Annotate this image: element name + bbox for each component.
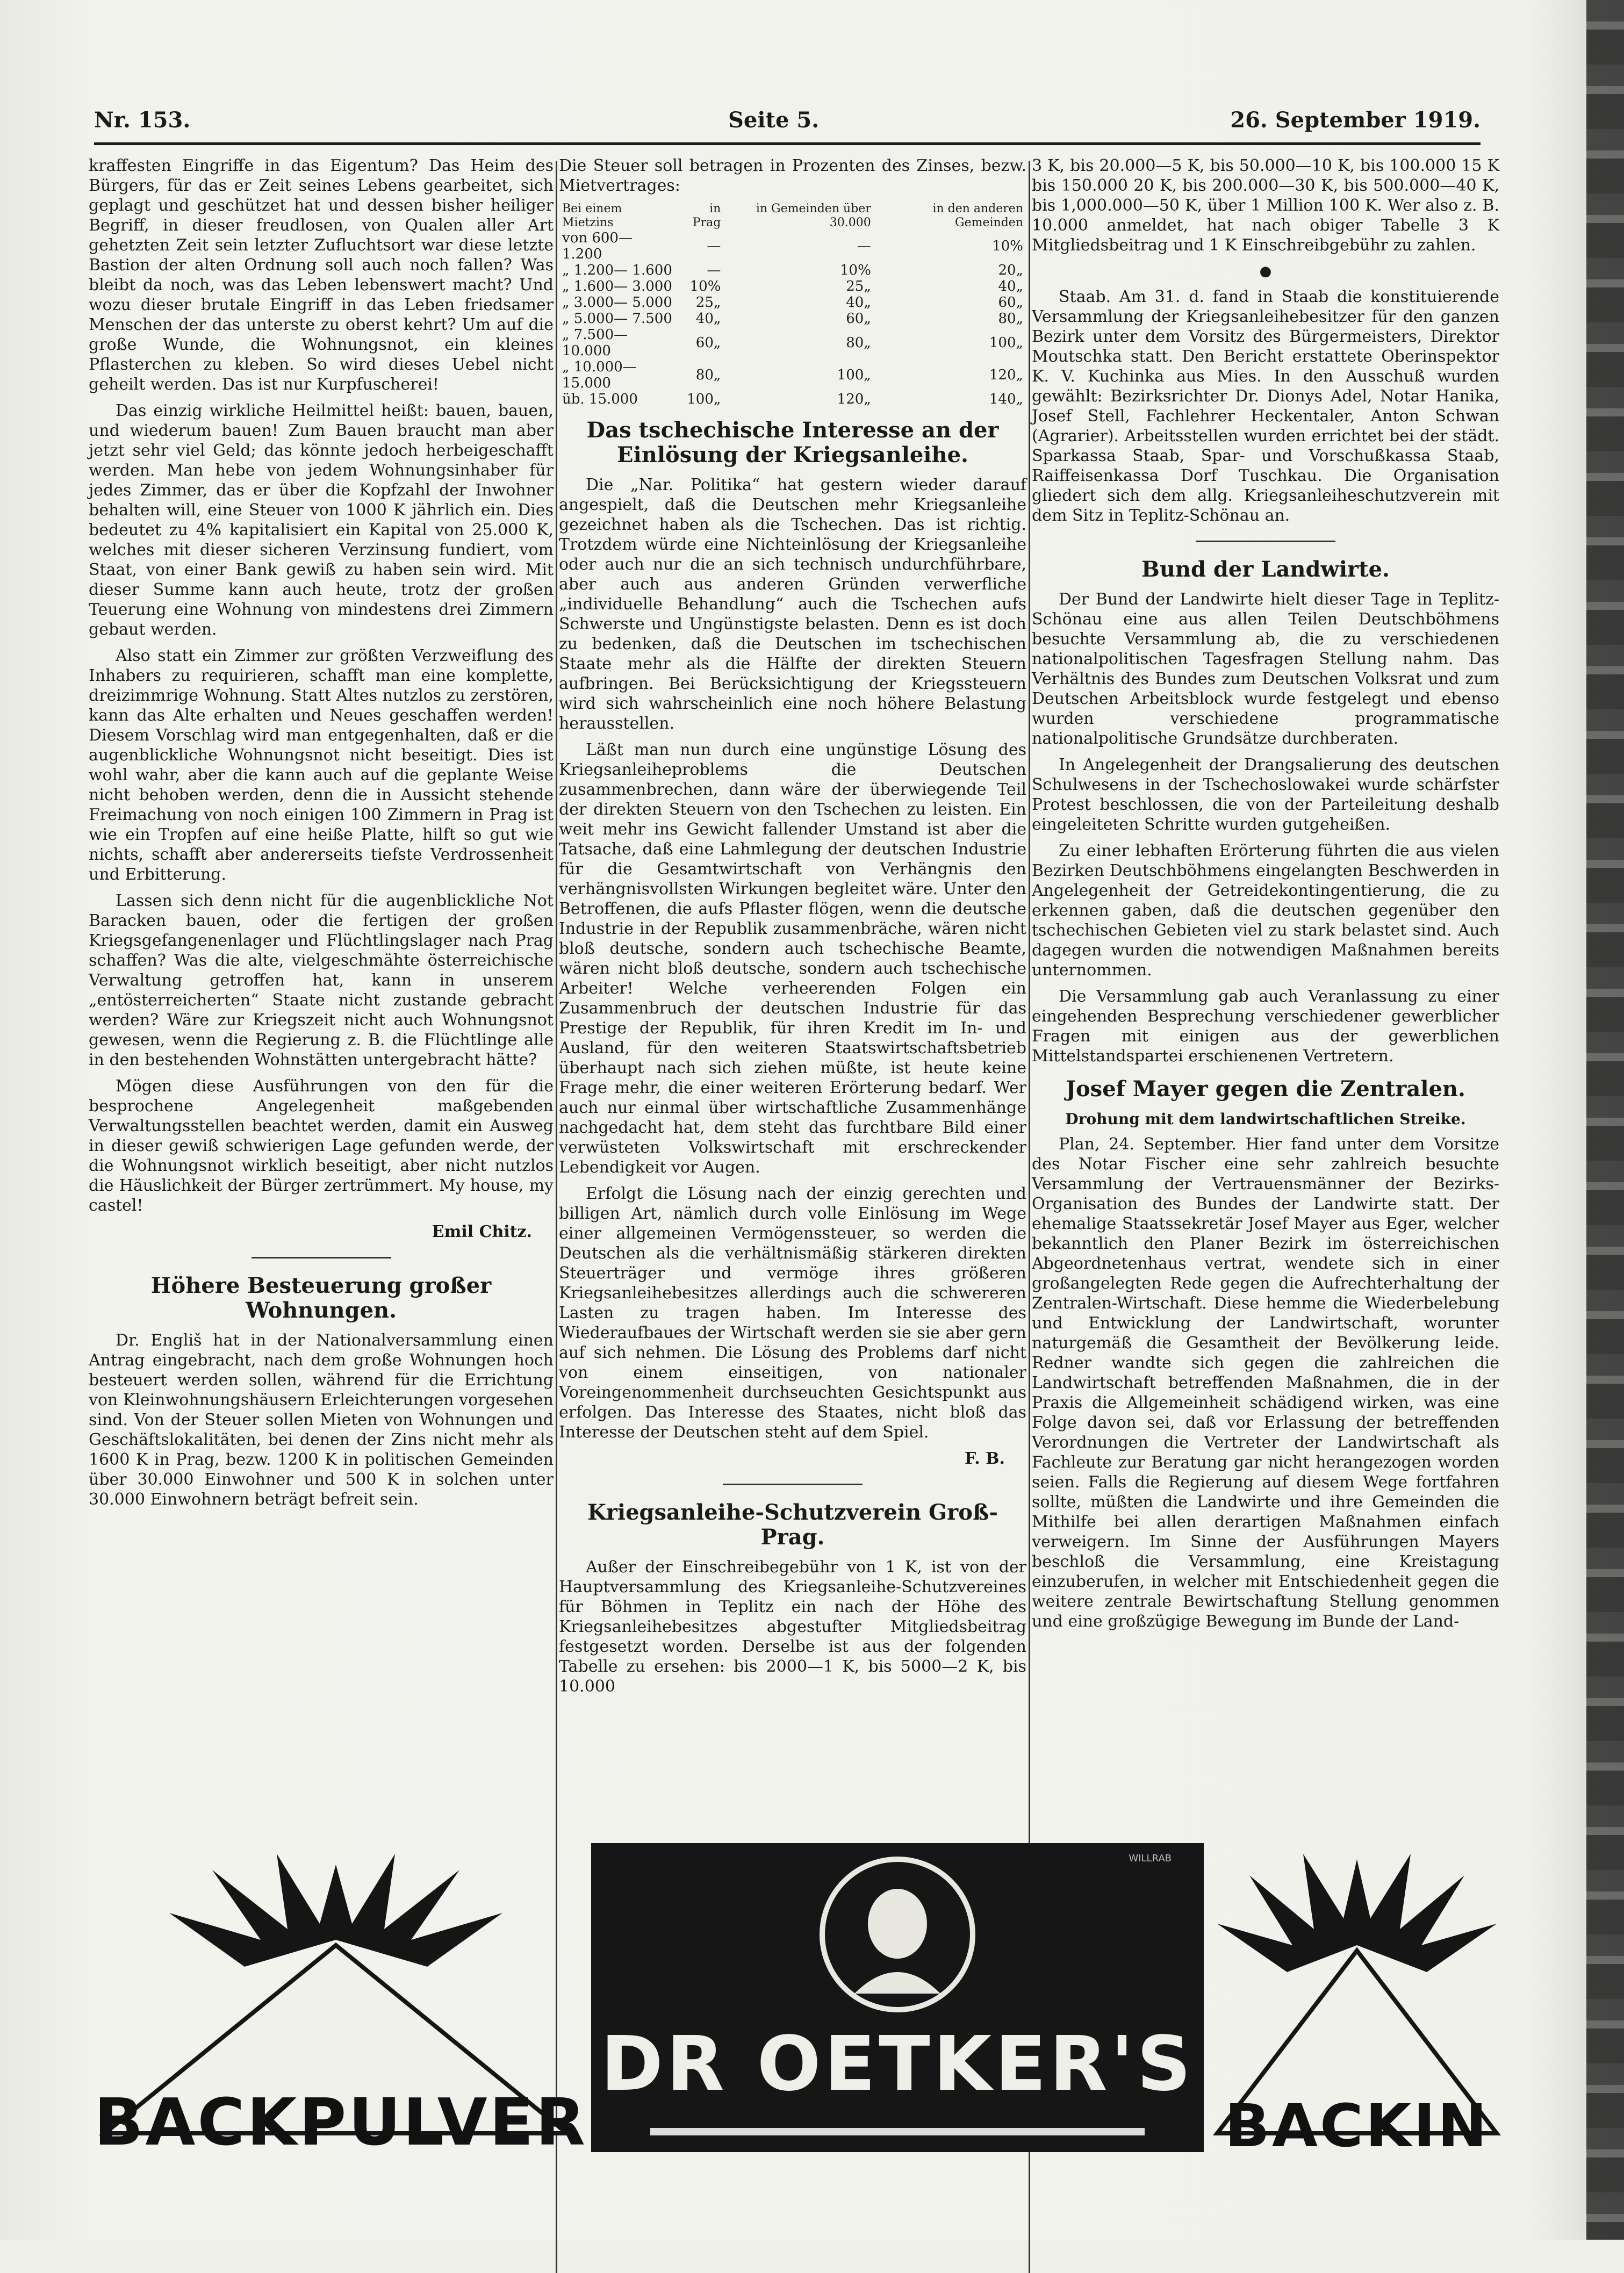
article-headline: Höhere Besteuerung großer Wohnungen. bbox=[150, 1273, 492, 1323]
paragraph: Läßt man nun durch eine ungünstige Lösung des Kriegsanleiheproblems die Deutschen zusammenbrechen, dann wäre der überwiegende Teil der direkten Steuern von den Tschechen zu leisten. Ein weit mehr ins Gewicht fallender Umstand ist aber die Tatsache, daß eine Lahmlegung der deutschen Industrie für die Gesamtwirtschaft von Verhängnis den verhängnisvollsten Wirkungen begleitet wäre. Unter den Betroffenen, die aufs Pflaster flögen, wenn die deutsche Industrie in der Republik zusammenbräche, wären nicht bloß deutsche, sondern auch tschechische Beamte, wären nicht bloß deutsche, sondern auch tschechische Arbeiter! Welche verheerenden Folgen ein Zusammenbruch der deutschen Industrie für das Prestige der Republik, für ihren Kredit im In- und Ausland, für den weiteren Staatswirtschaftsbetrieb überhaupt nach sich ziehen müßte, ist heute keine Frage mehr, die einer weiteren Erörterung bedarf. Wer auch nur einmal über wirtschaftliche Zusammenhänge nachgedacht hat, dem steht das furchtbare Bild einer verwüsteten Volkswirtschaft mit erschreckender Lebendigkeit vor Augen. bbox=[559, 740, 1026, 1177]
column-2 bbox=[559, 156, 1026, 1703]
table-cell: „ 3.000— 5.000 bbox=[562, 294, 672, 311]
table-cell: 40„ bbox=[998, 278, 1023, 294]
table-cell: — bbox=[857, 238, 871, 254]
table-row bbox=[559, 311, 1026, 327]
paragraph: Also statt ein Zimmer zur größten Verzweiflung des Inhabers zu requirieren, schafft man eine komplette, dreizimmrige Wohnung. Statt Altes nutzlos zu zerstören, kann das Alte erhalten und Neues geschaffen werden! Diesem Vorschlag wird man entgegenhalten, daß er die augenblickliche Wohnungsnot nicht beseitigt. Dies ist wohl wahr, aber die kann auch auf die geplante Weise nicht behoben werden, denn die in Aussicht stehende Freimachung von noch einigen 100 Zimmern in Prag ist wie ein Tropfen auf eine heiße Platte, hilft so gut wie nichts, schafft aber andererseits tiefste Verdrossenheit und Erbitterung. bbox=[89, 646, 554, 884]
paragraph: Plan, 24. September. Hier fand unter dem Vorsitze des Notar Fischer eine sehr zahlreich besuchte Versammlung der Vertrauensmänner der Bezirks-Organisation des Bundes der Landwirte statt. Der ehemalige Staatssekretär Josef Mayer aus Eger, welcher bekanntlich den Planer Bezirk im österreichischen Abgeordnetenhaus vertrat, wendete sich in einer großangelegten Rede gegen die Aufrechterhaltung der Zentralen-Wirtschaft. Diese hemme die Wiederbelebung und Entwicklung der Landwirtschaft, worunter naturgemäß die Gesamtheit der Bevölkerung leide. Redner wandte sich gegen die zahlreichen die Landwirtschaft betreffenden Maßnahmen, die in der Praxis die Allgemeinheit schädigend wirken, was eine Folge davon sei, daß vor Erlassung der betreffenden Verordnungen die Vertreter der Landwirtschaft als Fachleute zur Beratung gar nicht herangezogen worden seien. Falls die Regierung auf diesem Wege fortfahren sollte, müßten die Landwirte und ihre Gemeinden die Mithilfe bei allen derartigen Maßnahmen einfach verweigern. Im Sinne der Ausführungen Mayers beschloß die Versammlung, eine Kreistagung einzuberufen, in welcher mit Entschiedenheit gegen die weitere zentrale Bewirtschaftung Stellung genommen und eine großzügige Bewegung im Bunde der Land- bbox=[1032, 1135, 1499, 1631]
header-rule bbox=[94, 142, 1481, 145]
table-header-cell: in Gemeinden über 30.000 bbox=[756, 202, 871, 229]
paragraph: Die Steuer soll betragen in Prozenten des Zinses, bezw. Mietvertrages: bbox=[559, 156, 1026, 195]
table-cell: „ 10.000—15.000 bbox=[562, 359, 637, 391]
page-header bbox=[94, 107, 1481, 145]
table-cell: 80„ bbox=[846, 335, 871, 351]
tax-table bbox=[559, 202, 1026, 407]
article-separator bbox=[1196, 541, 1335, 542]
table-row bbox=[559, 294, 1026, 311]
ad-brand: DR OETKER'S bbox=[600, 2020, 1195, 2108]
table-cell: 120„ bbox=[837, 391, 871, 407]
table-header-cell: in den anderen Gemeinden bbox=[932, 202, 1023, 229]
table-header-cell: in Prag bbox=[692, 202, 721, 229]
table-cell: 60„ bbox=[846, 311, 871, 327]
ad-artist: WILLRAB bbox=[1129, 1853, 1172, 1864]
table-cell: 40„ bbox=[695, 311, 721, 327]
table-cell: „ 5.000— 7.500 bbox=[562, 311, 672, 327]
table-cell: „ 1.200— 1.600 bbox=[562, 262, 672, 278]
ad-right-word: BACKIN bbox=[1225, 2091, 1489, 2160]
table-cell: — bbox=[707, 262, 721, 278]
section-star: ● bbox=[1259, 263, 1272, 279]
table-row bbox=[559, 327, 1026, 359]
table-header-cell: Bei einem Mietzins bbox=[562, 202, 622, 229]
paragraph: Die „Nar. Politika“ hat gestern wieder darauf angespielt, daß die Deutschen mehr Kriegsanleihe gezeichnet haben als die Tschechen. Das ist richtig. Trotzdem würde eine Nichteinlösung der Kriegsanleihe oder auch nur die an sich technisch undurchführbare, aber auch aus anderen Gründen verwerfliche „individuelle Behandlung“ auch die Tschechen aufs Schwerste und Ungünstigste belasten. Denn es ist doch zu bedenken, daß die Deutschen im tschechischen Staate mehr als die Hälfte der direkten Steuern aufbringen. Bei Berücksichtigung der Kriegssteuern wird sich wahrscheinlich eine noch höhere Belastung herausstellen. bbox=[559, 476, 1026, 733]
paragraph: Mögen diese Ausführungen von den für die besprochene Angelegenheit maßgebenden Verwaltungsstellen beachtet werden, damit ein Ausweg in dieser gewiß schwierigen Lage gefunden werde, der die Wohnungsnot wirklich beseitigt, aber nicht nutzlos die Häuslichkeit der Bürger zertrümmert. My house, my castel! bbox=[89, 1077, 554, 1215]
table-cell: 140„ bbox=[989, 391, 1023, 407]
table-cell: „ 1.600— 3.000 bbox=[562, 278, 672, 294]
table-cell: 10% bbox=[839, 262, 871, 278]
table-cell: 60„ bbox=[695, 335, 721, 351]
table-cell: 100„ bbox=[989, 335, 1023, 351]
table-cell: 10% bbox=[689, 278, 721, 294]
paragraph: Staab. Am 31. d. fand in Staab die konstituierende Versammlung der Kriegsanleihebesitzer für den ganzen Bezirk unter dem Vorsitz des Bürgermeisters, Direktor Moutschka statt. Den Bericht erstattete Oberinspektor K. V. Kuchinka aus Mies. In den Ausschuß wurden gewählt: Bezirksrichter Dr. Dionys Adel, Notar Hanika, Josef Stell, Fachlehrer Heckentaler, Anton Schwan (Agrarier). Arbeitsstellen wurden errichtet bei der städt. Sparkassa Staab, Spar- und Vorschußkassa Staab, Raiffeisenkassa Dorf Tuschkau. Die Organisation gliedert sich dem allg. Kriegsanleiheschutzverein mit dem Sitz in Teplitz-Schönau an. bbox=[1032, 287, 1499, 525]
paragraph: Erfolgt die Lösung nach der einzig gerechten und billigen Art, nämlich durch volle Einlösung im Wege einer allgemeinen Vermögenssteuer, so werden die Deutschen als die verhältnismäßig stärkeren direkten Steuerträger und vermöge ihres größeren Kriegsanleihebesitzes allerdings auch die schwereren Lasten zu tragen haben. Im Interesse des Wiederaufbaues der Wirtschaft werden sie sie aber gern auf sich nehmen. Die Lösung des Problems darf nicht von einem einseitigen, von nationaler Voreingenommenheit durchseuchten Gesichtspunkt aus erfolgen. Das Interesse des Staates, nicht bloß das Interesse der Deutschen steht auf dem Spiel. bbox=[559, 1184, 1026, 1442]
table-cell: 100„ bbox=[687, 391, 721, 407]
table-row bbox=[559, 359, 1026, 391]
table-cell: „ 7.500—10.000 bbox=[562, 327, 628, 359]
author-signature: Emil Chitz. bbox=[432, 1222, 532, 1241]
author-signature: F. B. bbox=[965, 1449, 1005, 1468]
table-cell: 100„ bbox=[837, 367, 871, 383]
table-row bbox=[559, 391, 1026, 407]
paragraph: 3 K, bis 20.000—5 K, bis 50.000—10 K, bis 100.000 15 K bis 150.000 20 K, bis 200.000—30 K, bis 500.000—40 K, bis 1,000.000—50 K, über 1 Million 100 K. Wer also z. B. 10.000 anmeldet, hat nach obiger Tabelle 3 K Mitgliedsbeitrag und 1 K Einschreibgebühr zu zahlen. bbox=[1032, 156, 1499, 255]
paragraph: Lassen sich denn nicht für die augenblickliche Not Baracken bauen, oder die fertigen der großen Kriegsgefangenenlager und Flüchtlingslager nach Prag schaffen? Was die alte, vielgeschmähte österreichische Verwaltung getroffen hat, kann in unserem „entösterreicherten“ Staate nicht zustande gebracht werden? Wäre zur Kriegszeit nicht auch Wohnungsnot gewesen, wenn die Regierung z. B. die Flüchtlinge alle in den bestehenden Wohnstätten untergebracht hätte? bbox=[89, 891, 554, 1069]
paragraph: Die Versammlung gab auch Veranlassung zu einer eingehenden Besprechung verschiedener gewerblicher Fragen mit einigen aus der gewerblichen Mittelstandspartei erschienenen Vertretern. bbox=[1032, 987, 1499, 1066]
table-cell: 120„ bbox=[989, 367, 1023, 383]
ad-right-panel bbox=[1212, 1832, 1502, 2160]
table-cell: 25„ bbox=[846, 278, 871, 294]
advertisement bbox=[94, 1832, 1502, 2160]
issue-date: 26. September 1919. bbox=[1230, 107, 1481, 133]
article-headline: Josef Mayer gegen die Zentralen. bbox=[1066, 1076, 1465, 1102]
article-headline: Kriegsanleihe-Schutzverein Groß-Prag. bbox=[587, 1500, 998, 1550]
ad-center-panel bbox=[591, 1843, 1204, 2152]
table-cell: 80„ bbox=[998, 311, 1023, 327]
table-cell: 10% bbox=[992, 238, 1023, 254]
article-subheadline: Drohung mit dem landwirtschaftlichen Streike. bbox=[1065, 1110, 1466, 1128]
table-cell: 80„ bbox=[695, 367, 721, 383]
paragraph: kraffesten Eingriffe in das Eigentum? Das Heim des Bürgers, für das er Zeit seines Lebens gearbeitet, sich geplagt und geschützet hat und dessen bisher heiliger Begriff, in dieser freudlosen, von Qualen aller Art gehetzten Zeit sein letzter Zufluchtsort war diese letzte Bastion der alten Ordnung soll auch noch fallen? Was bleibt da noch, was das Leben lebenswert macht? Und wozu dieser brutale Eingriff in das Leben friedsamer Menschen der das unterste zu oberst kehrt? Um auf die große Wunde, die Wohnungsnot, ein kleines Pflasterchen zu kleben. So wird dieses Uebel nicht geheilt werden. Das ist nur Kurpfuscherei! bbox=[89, 156, 554, 394]
table-cell: 25„ bbox=[695, 294, 721, 311]
column-3 bbox=[1032, 156, 1499, 1638]
table-row bbox=[559, 230, 1026, 262]
ad-underline bbox=[650, 2128, 1145, 2135]
table-cell: 40„ bbox=[846, 294, 871, 311]
table-cell: 20„ bbox=[998, 262, 1023, 278]
table-row bbox=[559, 278, 1026, 294]
portrait-medallion-icon bbox=[591, 1843, 1204, 2020]
paragraph: In Angelegenheit der Drangsalierung des deutschen Schulwesens in der Tschechoslowakei wurde schärfster Protest beschlossen, die von der Parteileitung deshalb eingeleiteten Schritte wurden gutgeheißen. bbox=[1032, 756, 1499, 834]
paragraph: Dr. Engliš hat in der Nationalversammlung einen Antrag eingebracht, nach dem große Wohnungen hoch besteuert werden sollen, während für die Errichtung von Kleinwohnungshäusern Erleichterungen vorgesehen sind. Von der Steuer sollen Mieten von Wohnungen und Geschäftslokalitäten, bei denen der Zins nicht mehr als 1600 K in Prag, bezw. 1200 K in politischen Gemeinden über 30.000 Einwohner und 500 K in solchen unter 30.000 Einwohnern beträgt befreit sein. bbox=[89, 1331, 554, 1509]
article-separator bbox=[251, 1257, 391, 1258]
article-separator bbox=[723, 1484, 863, 1485]
article-headline: Bund der Landwirte. bbox=[1141, 557, 1390, 582]
article-headline: Das tschechische Interesse an der Einlösung der Kriegsanleihe. bbox=[586, 418, 999, 467]
table-cell: von 600— 1.200 bbox=[562, 230, 633, 262]
table-row bbox=[559, 262, 1026, 278]
paragraph: Zu einer lebhaften Erörterung führten die aus vielen Bezirken Deutschböhmens eingelangten Beschwerden in Angelegenheit der Getreidekontingentierung, die zu erkennen gaben, daß die deutschen gegenüber den tschechischen Gebieten viel zu stark belastet sind. Auch dagegen wurden die notwendigen Maßnahmen bereits unternommen. bbox=[1032, 841, 1499, 980]
paragraph: Außer der Einschreibegebühr von 1 K, ist von der Hauptversammlung des Kriegsanleihe-Schutzvereines für Böhmen in Teplitz ein nach der Höhe des Kriegsanleihebesitzes abgestufter Mitgliedsbeitrag festgesetzt worden. Derselbe ist aus der folgenden Tabelle zu ersehen: bis 2000—1 K, bis 5000—2 K, bis 10.000 bbox=[559, 1558, 1026, 1696]
page-number: Seite 5. bbox=[728, 107, 820, 133]
ad-left-word: BACKPULVER bbox=[94, 2085, 587, 2160]
table-cell: — bbox=[707, 238, 721, 254]
table-cell: 60„ bbox=[998, 294, 1023, 311]
issue-number: Nr. 153. bbox=[94, 107, 191, 133]
paragraph: Das einzig wirkliche Heilmittel heißt: bauen, bauen, und wiederum bauen! Zum Bauen braucht man aber jetzt sehr viel Geld; das könnte jedoch herbeigeschafft werden. Man hebe von jedem Wohnungsinhaber für jedes Zimmer, das er über die Kopfzahl der Inwohner behalten will, eine Steuer von 1000 K jährlich ein. Dies bedeutet zu 4% kapitalisiert ein Kapital von 25.000 K, welches mit dieser sicheren Verzinsung fundiert, vom Staat, von einer Bank gewiß zu haben sein wird. Mit dieser Summe kann auch heute, trotz der großen Teuerung eine Wohnung von mindestens drei Zimmern gebaut werden. bbox=[89, 401, 554, 639]
paragraph: Der Bund der Landwirte hielt dieser Tage in Teplitz-Schönau eine aus allen Teilen Deutschböhmens besuchte Versammlung ab, die zu verschiedenen nationalpolitischen Tagesfragen Stellung nahm. Das Verhältnis des Bundes zum Deutschen Volksrat und zum Deutschen Arbeitsblock wurde festgelegt und ebenso wurden verschiedene programmatische nationalpolitische Grundsätze durchberaten. bbox=[1032, 590, 1499, 748]
ad-left-panel bbox=[94, 1832, 587, 2160]
table-header-row bbox=[559, 202, 1026, 230]
scan-edge bbox=[1586, 0, 1624, 2240]
table-cell: üb. 15.000 bbox=[562, 391, 638, 407]
